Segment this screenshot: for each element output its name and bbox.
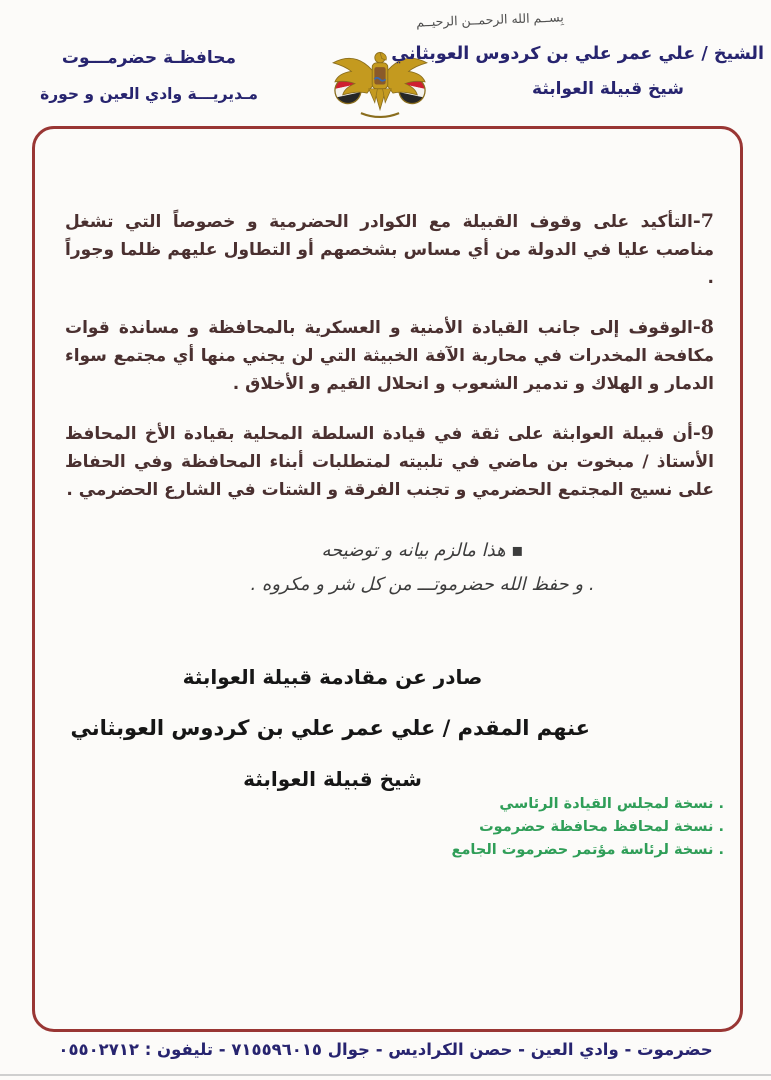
cc-item-presidential-council: . نسخة لمجلس القيادة الرئاسي [499, 796, 724, 812]
sheikh-role: شيخ قبيلة العوابثة [532, 79, 684, 99]
directorate-label: مـديريـــة وادي العين و حورة [40, 85, 258, 103]
statement-paragraph-8 [65, 313, 714, 398]
statement-paragraph-7 [65, 207, 714, 292]
paragraph-text: التأكيد على وقوف القبيلة مع الكوادر الحضرمية و خصوصاً التي تشغل مناصب عليا في الدولة من أي مساس بشخصهم أو التطاول عليهم ظلما وجوراً . [65, 212, 714, 288]
issuer-source-line: صادر عن مقادمة قبيلة العوابثة [182, 665, 483, 689]
paragraph-number: 7- [692, 210, 714, 232]
handwritten-line-1: ▪ هذا مالزم بيانه و توضيحه [321, 540, 524, 561]
header-right-block [391, 44, 764, 99]
issuer-block [70, 652, 590, 804]
header-left-block [40, 48, 258, 103]
statement-paragraph-9 [65, 419, 714, 504]
scan-edge-line [0, 1074, 771, 1076]
sheikh-name-title: الشيخ / علي عمر علي بن كردوس العوبثاني [391, 44, 764, 64]
governorate-label: محافظـة حضرمـــوت [61, 48, 237, 68]
cc-item-governor: . نسخة لمحافظ محافظة حضرموت [479, 819, 724, 835]
issuer-title-line: شيخ قبيلة العوابثة [243, 767, 422, 791]
handwritten-line-2: . و حفظ الله حضرموتـــ من كل شر و مكروه . [250, 574, 595, 595]
paragraph-number: 8- [692, 316, 714, 338]
bismillah-calligraphy: بِســم الله الرحمــن الرحيــم [415, 9, 565, 30]
issuer-name-line: عنهم المقدم / علي عمر علي بن كردوس العوبثاني [70, 716, 590, 740]
cc-list [452, 793, 724, 862]
paragraph-text: الوقوف إلى جانب القيادة الأمنية و العسكرية بالمحافظة و مساندة قوات مكافحة المخدرات في محاربة الآفة الخبيثة التي لن يجني منها أي مجتمع سواء الدمار و الهلاك و تدمير الشعوب و انحلال القيم و الأخلاق . [65, 318, 714, 394]
statement-paragraphs [35, 129, 740, 504]
paragraph-number: 9- [692, 422, 714, 444]
handwritten-note [35, 534, 740, 602]
footer-contact-line: حضرموت - وادي العين - حصن الكراديس - جوال ٧١٥٥٩٦٠١٥ - تليفون : ٠٥٥٠٢٧١٢ [58, 1040, 713, 1059]
paragraph-text: أن قبيلة العوابثة على ثقة في قيادة السلطة المحلية بقيادة الأخ المحافظ الأستاذ / مبخوت بن ماضي في تلبيته لمتطلبات أبناء المحافظة وفي الحفاظ على نسيج المجتمع الحضرمي و تجنب الفرقة و الشتات في الشارع الحضرمي . [65, 424, 714, 500]
statement-box [32, 126, 743, 1032]
cc-item-conference: . نسخة لرئاسة مؤتمر حضرموت الجامع [451, 842, 724, 858]
